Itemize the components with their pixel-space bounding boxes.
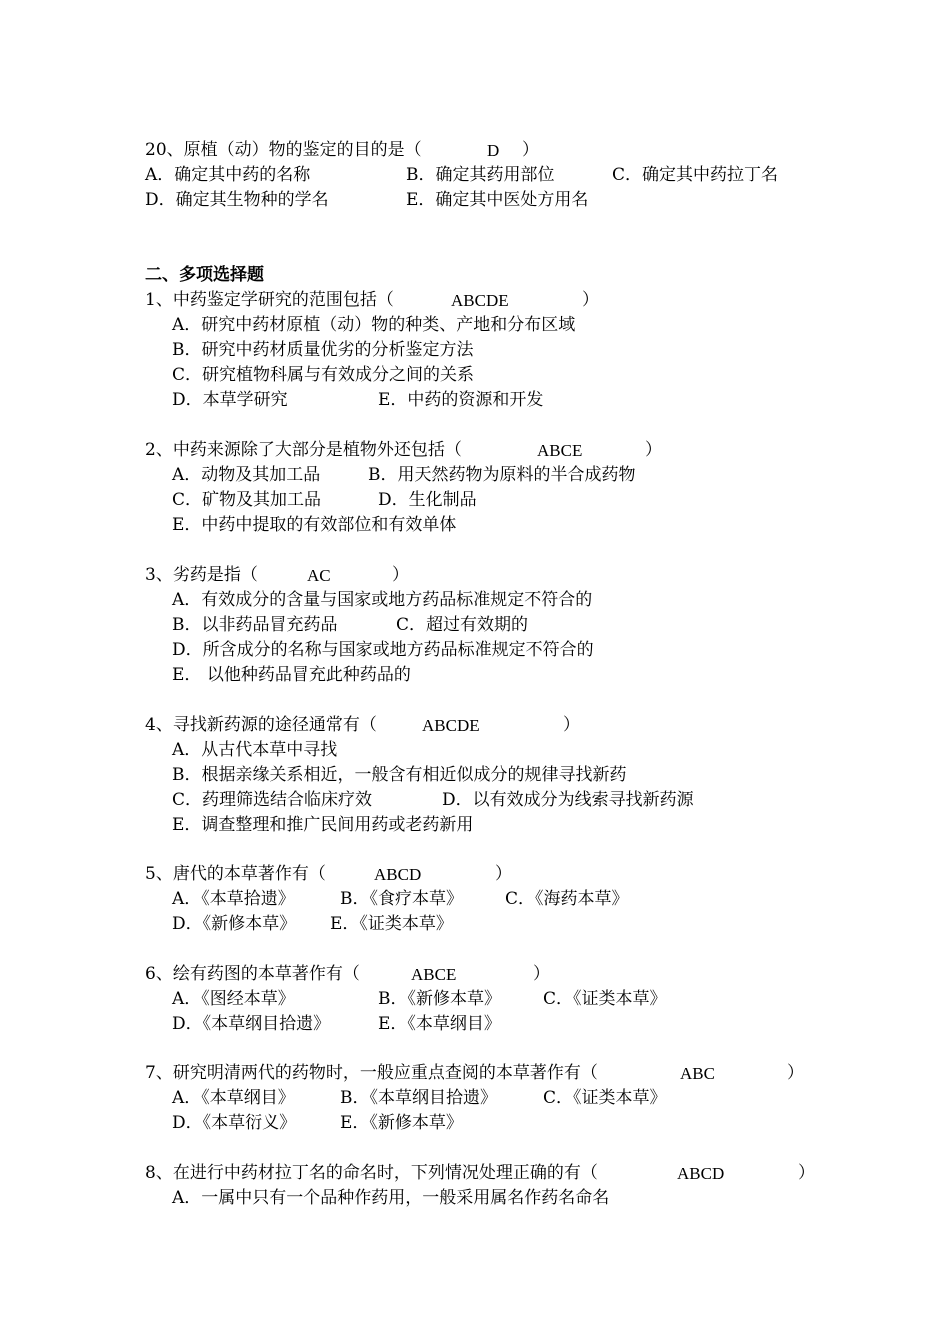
close-paren: ） [563,715,580,735]
option-e: E．中药中提取的有效部位和有效单体 [172,515,457,535]
question-stem: 8、在进行中药材拉丁名的命名时，下列情况处理正确的有（ [145,1163,598,1183]
option-d: D．所含成分的名称与国家或地方药品标准规定不符合的 [172,640,594,660]
answer-text: ABCD [677,1164,725,1183]
answer-text: D [487,141,500,160]
question-4-options-line-cd [0,788,950,813]
close-paren: ） [495,864,512,884]
option-e: E．《新修本草》 [340,1113,463,1133]
question-3-stem-line [0,563,950,588]
answer-text: ABCE [537,441,583,460]
option-a: A．《本草纲目》 [172,1088,295,1108]
question-5-options-line-de [0,912,950,937]
question-6-stem-line [0,962,950,987]
question-stem: 4、寻找新药源的途径通常有（ [145,715,377,735]
close-paren: ） [582,290,599,310]
question-7-stem-line [0,1061,950,1086]
option-c: C．研究植物科属与有效成分之间的关系 [172,365,475,385]
question-4-stem-line [0,713,950,738]
close-paren: ） [787,1063,804,1083]
option-a: A．有效成分的含量与国家或地方药品标准规定不符合的 [172,590,593,610]
answer-text: AC [307,566,331,585]
question-1-stem-line [0,288,950,313]
question-8-stem-line [0,1161,950,1186]
answer-text: ABCDE [451,291,509,310]
option-b: B．《本草纲目拾遗》 [340,1088,497,1108]
option-b: B．《新修本草》 [378,989,501,1009]
option-e: E．调查整理和推广民间用药或老药新用 [172,815,474,835]
option-d: D．本草学研究 [172,390,288,410]
option-c: C．《证类本草》 [543,989,667,1009]
question-2-options-line-cd [0,488,950,513]
option-d: D．《本草纲目拾遗》 [172,1014,331,1034]
close-paren: ） [522,140,539,160]
question-stem: 3、劣药是指（ [145,565,258,585]
question-stem: 5、唐代的本草著作有（ [145,864,326,884]
option-b: B．以非药品冒充药品 [172,615,338,635]
question-stem: 6、绘有药图的本草著作有（ [145,964,360,984]
question-20-options-line-2 [0,188,950,213]
option-b: B．根据亲缘关系相近，一般含有相近似成分的规律寻找新药 [172,765,627,785]
option-b: B．确定其药用部位 [406,165,555,185]
question-7-options-line-abc [0,1086,950,1111]
option-a: A．确定其中药的名称 [145,165,311,185]
option-d: D．以有效成分为线索寻找新药源 [442,790,694,810]
option-d: D．《新修本草》 [172,914,297,934]
close-paren: ） [392,565,409,585]
option-e: E．《本草纲目》 [378,1014,501,1034]
option-a: A．《本草拾遗》 [172,889,295,909]
question-2-options-line-ab [0,463,950,488]
option-b: B．用天然药物为原料的半合成药物 [368,465,636,485]
close-paren: ） [645,440,662,460]
question-6-options-line-abc [0,987,950,1012]
close-paren: ） [533,964,550,984]
option-c: C．药理筛选结合临床疗效 [172,790,373,810]
answer-text: ABCE [411,965,457,984]
question-2-stem-line [0,438,950,463]
question-6-options-line-de [0,1012,950,1037]
answer-text: ABC [680,1064,715,1083]
option-c: C．确定其中药拉丁名 [612,165,779,185]
question-20-stem-line [0,138,950,163]
option-a: A．动物及其加工品 [172,465,321,485]
option-e: E． 以他种药品冒充此种药品的 [172,665,411,685]
section-title: 二、多项选择题 [145,265,264,285]
question-stem: 20、原植（动）物的鉴定的目的是（ [145,140,422,160]
option-d: D．确定其生物种的学名 [145,190,329,210]
question-5-options-line-abc [0,887,950,912]
question-7-options-line-de [0,1111,950,1136]
option-c: C．矿物及其加工品 [172,490,322,510]
option-d: D．生化制品 [378,490,477,510]
option-d: D．《本草衍义》 [172,1113,297,1133]
question-stem: 2、中药来源除了大部分是植物外还包括（ [145,440,462,460]
option-c: C．《证类本草》 [543,1088,667,1108]
option-a: A．一属中只有一个品种作药用，一般采用属名作药名命名 [172,1188,610,1208]
option-a: A．从古代本草中寻找 [172,740,338,760]
option-b: B．《食疗本草》 [340,889,463,909]
option-e: E．确定其中医处方用名 [406,190,589,210]
question-stem: 7、研究明清两代的药物时，一般应重点查阅的本草著作有（ [145,1063,598,1083]
close-paren: ） [798,1163,815,1183]
option-b: B．研究中药材质量优劣的分析鉴定方法 [172,340,474,360]
answer-text: ABCDE [422,716,480,735]
question-5-stem-line [0,862,950,887]
option-e: E．《证类本草》 [330,914,453,934]
option-e: E．中药的资源和开发 [378,390,544,410]
question-1-options-line-de [0,388,950,413]
option-c: C．《海药本草》 [505,889,629,909]
option-c: C．超过有效期的 [396,615,529,635]
question-3-options-line-bc [0,613,950,638]
option-a: A．研究中药材原植（动）物的种类、产地和分布区域 [172,315,576,335]
option-a: A．《图经本草》 [172,989,295,1009]
question-stem: 1、中药鉴定学研究的范围包括（ [145,290,394,310]
question-20-options-line-1 [0,163,950,188]
answer-text: ABCD [374,865,422,884]
